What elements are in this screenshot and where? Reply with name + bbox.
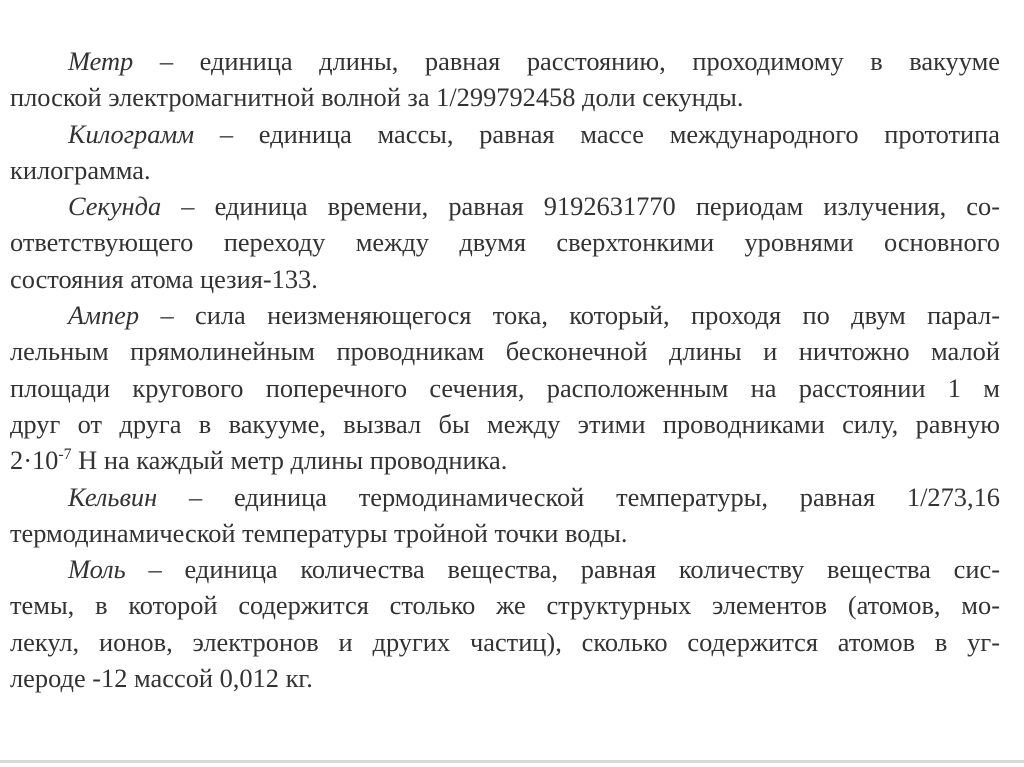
second-definition-line-1: Секунда – единица времени, равная 9192631770 периодам излучения, со- — [68, 191, 1000, 222]
mole-definition-line-1: Моль – единица количества вещества, равная количеству вещества сис- — [68, 554, 1000, 585]
mole-definition-line-4: лероде -12 массой 0,012 кг. — [10, 663, 313, 694]
ampere-definition-line-5: $2\cdot 10^{-7}$ Н на каждый метр длины проводника. — [10, 445, 508, 476]
kelvin-definition-line-2: термодинамической температуры тройной точки воды. — [10, 517, 628, 548]
kilogram-definition-line-2: килограмма. — [10, 154, 151, 185]
ampere-formula-exponent: -7 — [58, 446, 72, 464]
kelvin-definition-line-1: Кельвин – единица термодинамической температуры, равная 1/273,16 — [68, 481, 1000, 512]
second-definition-line-2: ответствующего переходу между двумя сверхтонкими уровнями основного — [10, 227, 1000, 258]
ampere-definition-line-1: Ампер – сила неизменяющегося тока, который, проходя по двум парал- — [68, 300, 1000, 331]
meter-definition-line-2: плоской электромагнитной волной за 1/299792458 доли секунды. — [10, 82, 744, 113]
ampere-definition-line-2: лельным прямолинейным проводникам бесконечной длины и ничтожно малой — [10, 336, 1000, 367]
page-bottom-divider — [0, 760, 1024, 763]
meter-definition-line-1: Метр – единица длины, равная расстоянию, проходимому в вакууме — [68, 46, 1000, 76]
kilogram-definition-line-1: Килограмм – единица массы, равная массе международного прототипа — [68, 118, 1000, 149]
second-definition-line-3: состояния атома цезия-133. — [10, 263, 318, 294]
ampere-definition-line-4: друг от друга в вакууме, вызвал бы между этими проводниками силу, равную — [10, 408, 1000, 439]
term-second: Секунда — [68, 191, 162, 222]
term-meter: Метр — [68, 46, 134, 76]
term-kilogram: Килограмм — [68, 118, 195, 149]
mole-definition-line-3: лекул, ионов, электронов и других частиц), сколько содержится атомов в уг- — [10, 626, 1000, 657]
si-units-definitions — [10, 43, 1000, 696]
ampere-definition-line-3: площади кругового поперечного сечения, расположенным на расстоянии 1 м — [10, 372, 1000, 403]
term-kelvin: Кельвин — [68, 481, 158, 512]
term-ampere: Ампер — [68, 300, 140, 331]
mole-definition-line-2: темы, в которой содержится столько же структурных элементов (атомов, мо- — [10, 590, 1000, 621]
ampere-formula-base: 2·10 — [10, 445, 59, 476]
term-mole: Моль — [68, 554, 126, 585]
